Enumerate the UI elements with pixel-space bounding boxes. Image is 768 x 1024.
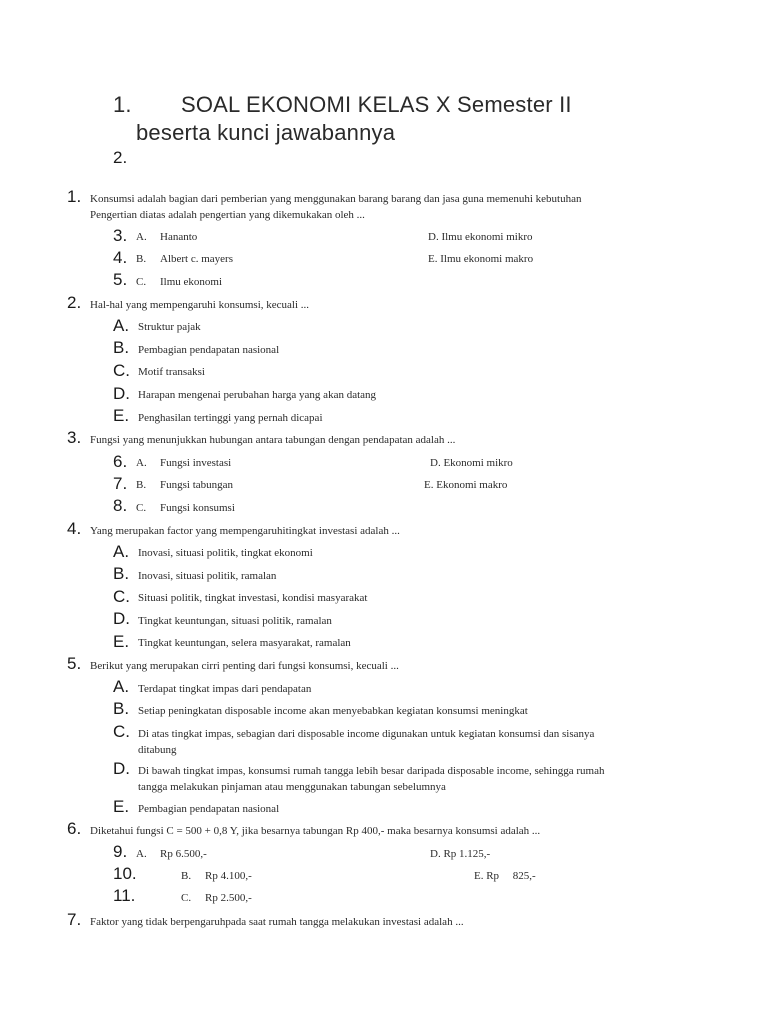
option-marker: E.	[113, 632, 130, 651]
option-marker: 11.	[113, 886, 136, 905]
option-marker: 5.	[113, 270, 128, 289]
option-letter: C.	[136, 502, 147, 514]
option-marker: D.	[113, 759, 130, 778]
option-marker: E.	[113, 406, 130, 425]
option-text: Struktur pajak	[138, 321, 201, 333]
option-text-line-2: ditabung	[138, 744, 177, 756]
option-text: Rp 6.500,-	[160, 848, 207, 860]
question-7-number: 7.	[67, 910, 82, 929]
option-marker: D.	[113, 384, 130, 403]
page-title-line-2: beserta kunci jawabannya	[136, 120, 396, 145]
option-marker: B.	[113, 338, 130, 357]
option-marker: C.	[113, 361, 130, 380]
question-5-number: 5.	[67, 654, 82, 673]
option-marker: 9.	[113, 842, 128, 861]
option-letter: A.	[136, 231, 147, 243]
option-marker: A.	[113, 542, 130, 561]
option-marker: B.	[113, 699, 130, 718]
option-text-right: D. Ilmu ekonomi mikro	[428, 231, 533, 243]
option-text-right: D. Rp 1.125,-	[430, 848, 491, 860]
header-number-2: 2.	[113, 148, 128, 167]
option-text: Tingkat keuntungan, selera masyarakat, ramalan	[138, 637, 351, 649]
option-text: Terdapat tingkat impas dari pendapatan	[138, 683, 312, 695]
question-1-text-line-2: Pengertian diatas adalah pengertian yang dikemukakan oleh ...	[90, 209, 365, 221]
option-text: Inovasi, situasi politik, ramalan	[138, 570, 277, 582]
question-2-number: 2.	[67, 293, 82, 312]
option-text: Rp 4.100,-	[205, 870, 252, 882]
option-text: Penghasilan tertinggi yang pernah dicapai	[138, 412, 323, 424]
option-text: Motif transaksi	[138, 366, 205, 378]
option-text: Pembagian pendapatan nasional	[138, 344, 280, 356]
option-text: Di bawah tingkat impas, konsumsi rumah tangga lebih besar daripada disposable income, sehingga rumah	[138, 765, 605, 777]
option-marker: 7.	[113, 474, 128, 493]
option-letter: C.	[181, 892, 192, 904]
option-text: Fungsi konsumsi	[160, 502, 235, 514]
question-1-number: 1.	[67, 187, 82, 206]
option-text: Inovasi, situasi politik, tingkat ekonomi	[138, 547, 313, 559]
question-3-number: 3.	[67, 428, 82, 447]
question-2-text: Hal-hal yang mempengaruhi konsumsi, kecuali ...	[90, 299, 310, 311]
option-marker: 3.	[113, 226, 128, 245]
question-4-text: Yang merupakan factor yang mempengaruhitingkat investasi adalah ...	[90, 525, 400, 537]
option-letter: A.	[136, 848, 147, 860]
option-text-right: E. Rp 825,-	[474, 870, 536, 882]
option-text: Tingkat keuntungan, situasi politik, ramalan	[138, 615, 332, 627]
option-letter: B.	[136, 479, 147, 491]
option-marker: 10.	[113, 864, 137, 883]
option-text: Pembagian pendapatan nasional	[138, 803, 280, 815]
option-text: Setiap peningkatan disposable income akan menyebabkan kegiatan konsumsi meningkat	[138, 705, 528, 717]
question-1-text: Konsumsi adalah bagian dari pemberian yang menggunakan barang barang dan jasa guna memenuhi kebutuhan	[90, 193, 582, 205]
option-marker: A.	[113, 316, 130, 335]
question-7-text: Faktor yang tidak berpengaruhpada saat rumah tangga melakukan investasi adalah ...	[90, 916, 464, 928]
question-6-number: 6.	[67, 819, 82, 838]
option-marker: 4.	[113, 248, 128, 267]
question-4-number: 4.	[67, 519, 82, 538]
option-letter: C.	[136, 276, 147, 288]
option-marker: B.	[113, 564, 130, 583]
option-text-right: E. Ekonomi makro	[424, 479, 508, 491]
header-number-1: 1.	[113, 92, 132, 117]
option-marker: E.	[113, 797, 130, 816]
option-text-line-2: tangga melakukan pinjaman atau menggunakan tabungan sebelumnya	[138, 781, 446, 793]
option-text: Albert c. mayers	[160, 253, 233, 265]
option-text: Ilmu ekonomi	[160, 276, 223, 288]
option-marker: C.	[113, 722, 130, 741]
option-letter: B.	[136, 253, 147, 265]
question-3-text: Fungsi yang menunjukkan hubungan antara tabungan dengan pendapatan adalah ...	[90, 434, 456, 446]
option-letter: A.	[136, 457, 147, 469]
option-text: Di atas tingkat impas, sebagian dari disposable income digunakan untuk kegiatan konsumsi dan sisanya	[138, 728, 595, 740]
option-text: Fungsi investasi	[160, 457, 232, 469]
option-text-right: D. Ekonomi mikro	[430, 457, 513, 469]
option-text: Situasi politik, tingkat investasi, kondisi masyarakat	[138, 592, 368, 604]
option-letter: B.	[181, 870, 192, 882]
option-marker: D.	[113, 609, 130, 628]
option-marker: A.	[113, 677, 130, 696]
question-6-text: Diketahui fungsi C = 500 + 0,8 Y, jika besarnya tabungan Rp 400,- maka besarnya konsumsi adalah ...	[90, 825, 541, 837]
option-text: Rp 2.500,-	[205, 892, 252, 904]
option-marker: 6.	[113, 452, 128, 471]
option-text: Fungsi tabungan	[160, 479, 234, 491]
question-5-text: Berikut yang merupakan cirri penting dari fungsi konsumsi, kecuali ...	[90, 660, 399, 672]
page-title-line-1: SOAL EKONOMI KELAS X Semester II	[181, 92, 572, 117]
option-text: Hananto	[160, 231, 198, 243]
option-marker: C.	[113, 587, 130, 606]
option-text-right: E. Ilmu ekonomi makro	[428, 253, 534, 265]
option-marker: 8.	[113, 496, 128, 515]
option-text: Harapan mengenai perubahan harga yang akan datang	[138, 389, 377, 401]
